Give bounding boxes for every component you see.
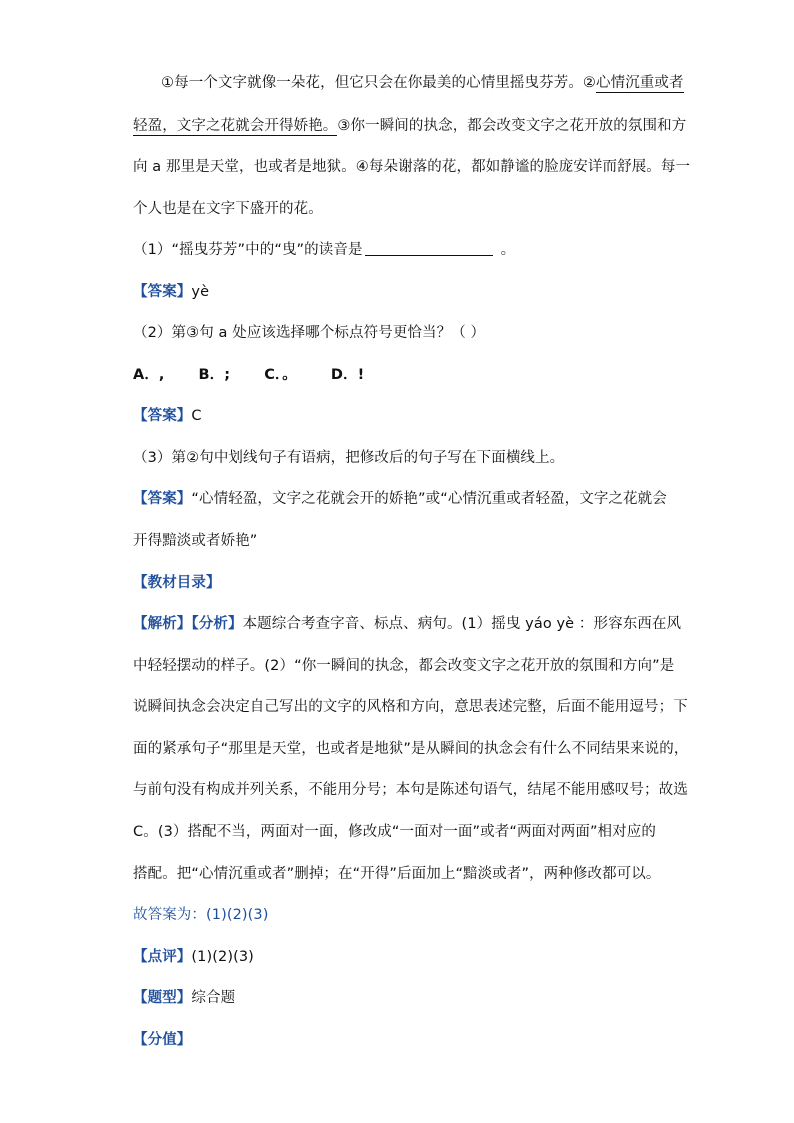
- review-tag: 【点评】: [133, 949, 192, 965]
- analysis-line-1: [133, 614, 681, 634]
- analysis-text: 本题综合考查字音、标点、病句。(1）摇曳 yáo yè ：形容东西在风: [242, 616, 682, 632]
- score-heading: 【分值】: [133, 1032, 192, 1048]
- question-2: （2）第③句 a 处应该选择哪个标点符号更恰当？（ ）: [133, 325, 486, 341]
- analysis-sub-tag: 【分析】: [191, 616, 243, 632]
- answer-text: “心情轻盈，文字之花就会开的娇艳”或“心情沉重或者轻盈，文字之花就会: [191, 491, 667, 507]
- analysis-line-4: 面的紧承句子“那里是天堂，也或者是地狱”是从瞬间的执念会有什么不同结果来说的，: [133, 741, 689, 757]
- question-text: （1）“摇曳芬芳”中的“曳”的读音是: [133, 242, 363, 258]
- answer-text: yè: [191, 284, 210, 300]
- analysis-line-7: 搭配。把“心情沉重或者”删掉；在“开得”后面加上“黯淡或者”，两种修改都可以。: [133, 866, 661, 882]
- question-end: 。: [500, 242, 516, 258]
- analysis-line-5: 与前句没有构成并列关系，不能用分号；本句是陈述句语气，结尾不能用感叹号；故选: [133, 782, 688, 798]
- passage-line-4: 个人也是在文字下盛开的花。: [133, 201, 323, 217]
- answer-tag: 【答案】: [133, 491, 192, 507]
- answer-2: [133, 406, 202, 426]
- underlined-sentence: 轻盈，文字之花就会开得娇艳。: [133, 118, 338, 134]
- answer-tag: 【答案】: [133, 408, 192, 424]
- answer-tag: 【答案】: [133, 284, 192, 300]
- question-type-tag: 【题型】: [133, 990, 192, 1006]
- option-a: A．,: [133, 367, 165, 383]
- passage-line-1: [161, 73, 684, 93]
- question-3: （3）第②句中划线句子有语病，把修改后的句子写在下面横线上。: [133, 450, 565, 466]
- option-d: D．!: [330, 367, 365, 383]
- answer-3-line-2: 开得黯淡或者娇艳”: [133, 533, 258, 549]
- question-type: [133, 988, 235, 1008]
- passage-text: ③你一瞬间的执念，都会改变文字之花开放的氛围和方: [337, 118, 687, 134]
- review: [133, 947, 254, 967]
- option-c: C．。: [264, 367, 297, 383]
- analysis-line-6: C。(3）搭配不当，两面对一面，修改成“一面对一面”或者“两面对两面”相对应的: [133, 824, 656, 840]
- passage-line-3: 向 a 那里是天堂，也或者是地狱。④每朵谢落的花，都如静谧的脸庞安详而舒展。每一: [133, 159, 691, 175]
- passage-line-2: [133, 116, 686, 136]
- question-1: [133, 240, 515, 260]
- analysis-tag: 【解析】: [133, 616, 192, 632]
- answer-1: [133, 282, 209, 302]
- answer-is: 故答案为：(1)(2)(3): [133, 907, 269, 923]
- answer-blank: [365, 241, 493, 256]
- answer-text: C: [191, 408, 202, 424]
- underlined-sentence: 心情沉重或者: [596, 75, 684, 91]
- answer-3-line-1: [133, 489, 667, 509]
- question-type-text: 综合题: [191, 990, 236, 1006]
- option-b: B．;: [198, 367, 231, 383]
- analysis-line-3: 说瞬间执念会决定自己写出的文字的风格和方向，意思表述完整，后面不能用逗号；下: [133, 699, 688, 715]
- passage-text: ①每一个文字就像一朵花，但它只会在你最美的心情里摇曳芬芳。②: [161, 75, 596, 91]
- review-text: (1)(2)(3): [191, 949, 254, 965]
- analysis-line-2: 中轻轻摆动的样子。(2）“你一瞬间的执念，都会改变文字之花开放的氛围和方向”是: [133, 658, 675, 674]
- question-2-options: [133, 365, 364, 385]
- catalog-heading: 【教材目录】: [133, 575, 221, 591]
